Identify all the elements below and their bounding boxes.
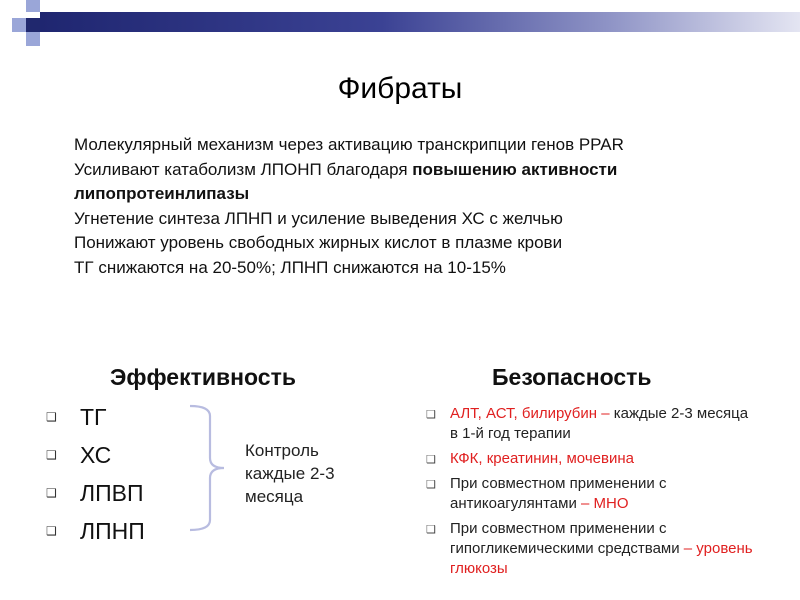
safety-item-text: При совместном применении с антикоагулянтами <box>450 475 667 512</box>
intro-line-5: Понижают уровень свободных жирных кислот в плазме крови <box>74 233 563 252</box>
intro-line-3 <box>74 182 764 207</box>
efficacy-item-label: ЛПНП <box>80 518 145 544</box>
safety-item-text: При совместном применении с гипогликемическими средствами <box>450 520 680 557</box>
safety-item-red-text: – уровень глюкозы <box>450 540 753 577</box>
curly-brace-icon <box>186 404 236 532</box>
list-item <box>426 404 756 444</box>
efficacy-heading: Эффективность <box>110 364 296 390</box>
efficacy-item-label: ЛПВП <box>80 480 144 506</box>
header-gradient-bar <box>40 12 800 32</box>
bullet-icon: ❑ <box>426 479 436 491</box>
header-square-decoration <box>26 0 40 12</box>
efficacy-item-label: ТГ <box>80 404 107 430</box>
safety-heading: Безопасность <box>492 364 652 390</box>
slide-title: Фибраты <box>337 72 463 105</box>
safety-list <box>426 404 756 584</box>
control-line: каждые 2-3 <box>245 464 335 483</box>
intro-line-1: Молекулярный механизм через активацию транскрипции генов PPAR <box>74 135 624 154</box>
bullet-icon: ❑ <box>46 486 57 500</box>
intro-line-4: Угнетение синтеза ЛПНП и усиление выведения ХС с желчью <box>74 208 563 228</box>
list-item <box>426 519 756 579</box>
safety-item-red-text: КФК, креатинин, мочевина <box>450 450 634 467</box>
safety-item-red-text: – МНО <box>576 495 629 512</box>
bullet-icon: ❑ <box>426 524 436 536</box>
header-square-decoration <box>26 18 40 32</box>
bullet-icon: ❑ <box>46 524 57 538</box>
bullet-icon: ❑ <box>46 410 57 424</box>
header-square-decoration <box>12 18 26 32</box>
header-square-decoration <box>26 32 40 46</box>
intro-line-2 <box>74 158 764 183</box>
intro-text-block <box>74 133 764 280</box>
list-item <box>426 474 756 514</box>
intro-line-2-bold: повышению активности <box>412 159 618 179</box>
list-item <box>426 449 756 469</box>
bullet-icon: ❑ <box>426 409 436 421</box>
safety-item-red-text: АЛТ, АСТ, билирубин – <box>450 405 610 422</box>
intro-line-2-text: Усиливают катаболизм ЛПОНП благодаря <box>74 159 413 179</box>
safety-item-text: каждые 2-3 месяца в 1-й год терапии <box>450 405 749 442</box>
intro-line-3-bold: липопротеинлипазы <box>74 184 250 203</box>
control-line: Контроль <box>245 441 319 460</box>
control-caption <box>245 439 335 508</box>
bullet-icon: ❑ <box>426 454 436 466</box>
intro-line-6: ТГ снижаются на 20-50%; ЛПНП снижаются на 10-15% <box>74 257 506 277</box>
bullet-icon: ❑ <box>46 448 57 462</box>
control-line: месяца <box>245 487 304 506</box>
efficacy-item-label: ХС <box>80 442 112 468</box>
